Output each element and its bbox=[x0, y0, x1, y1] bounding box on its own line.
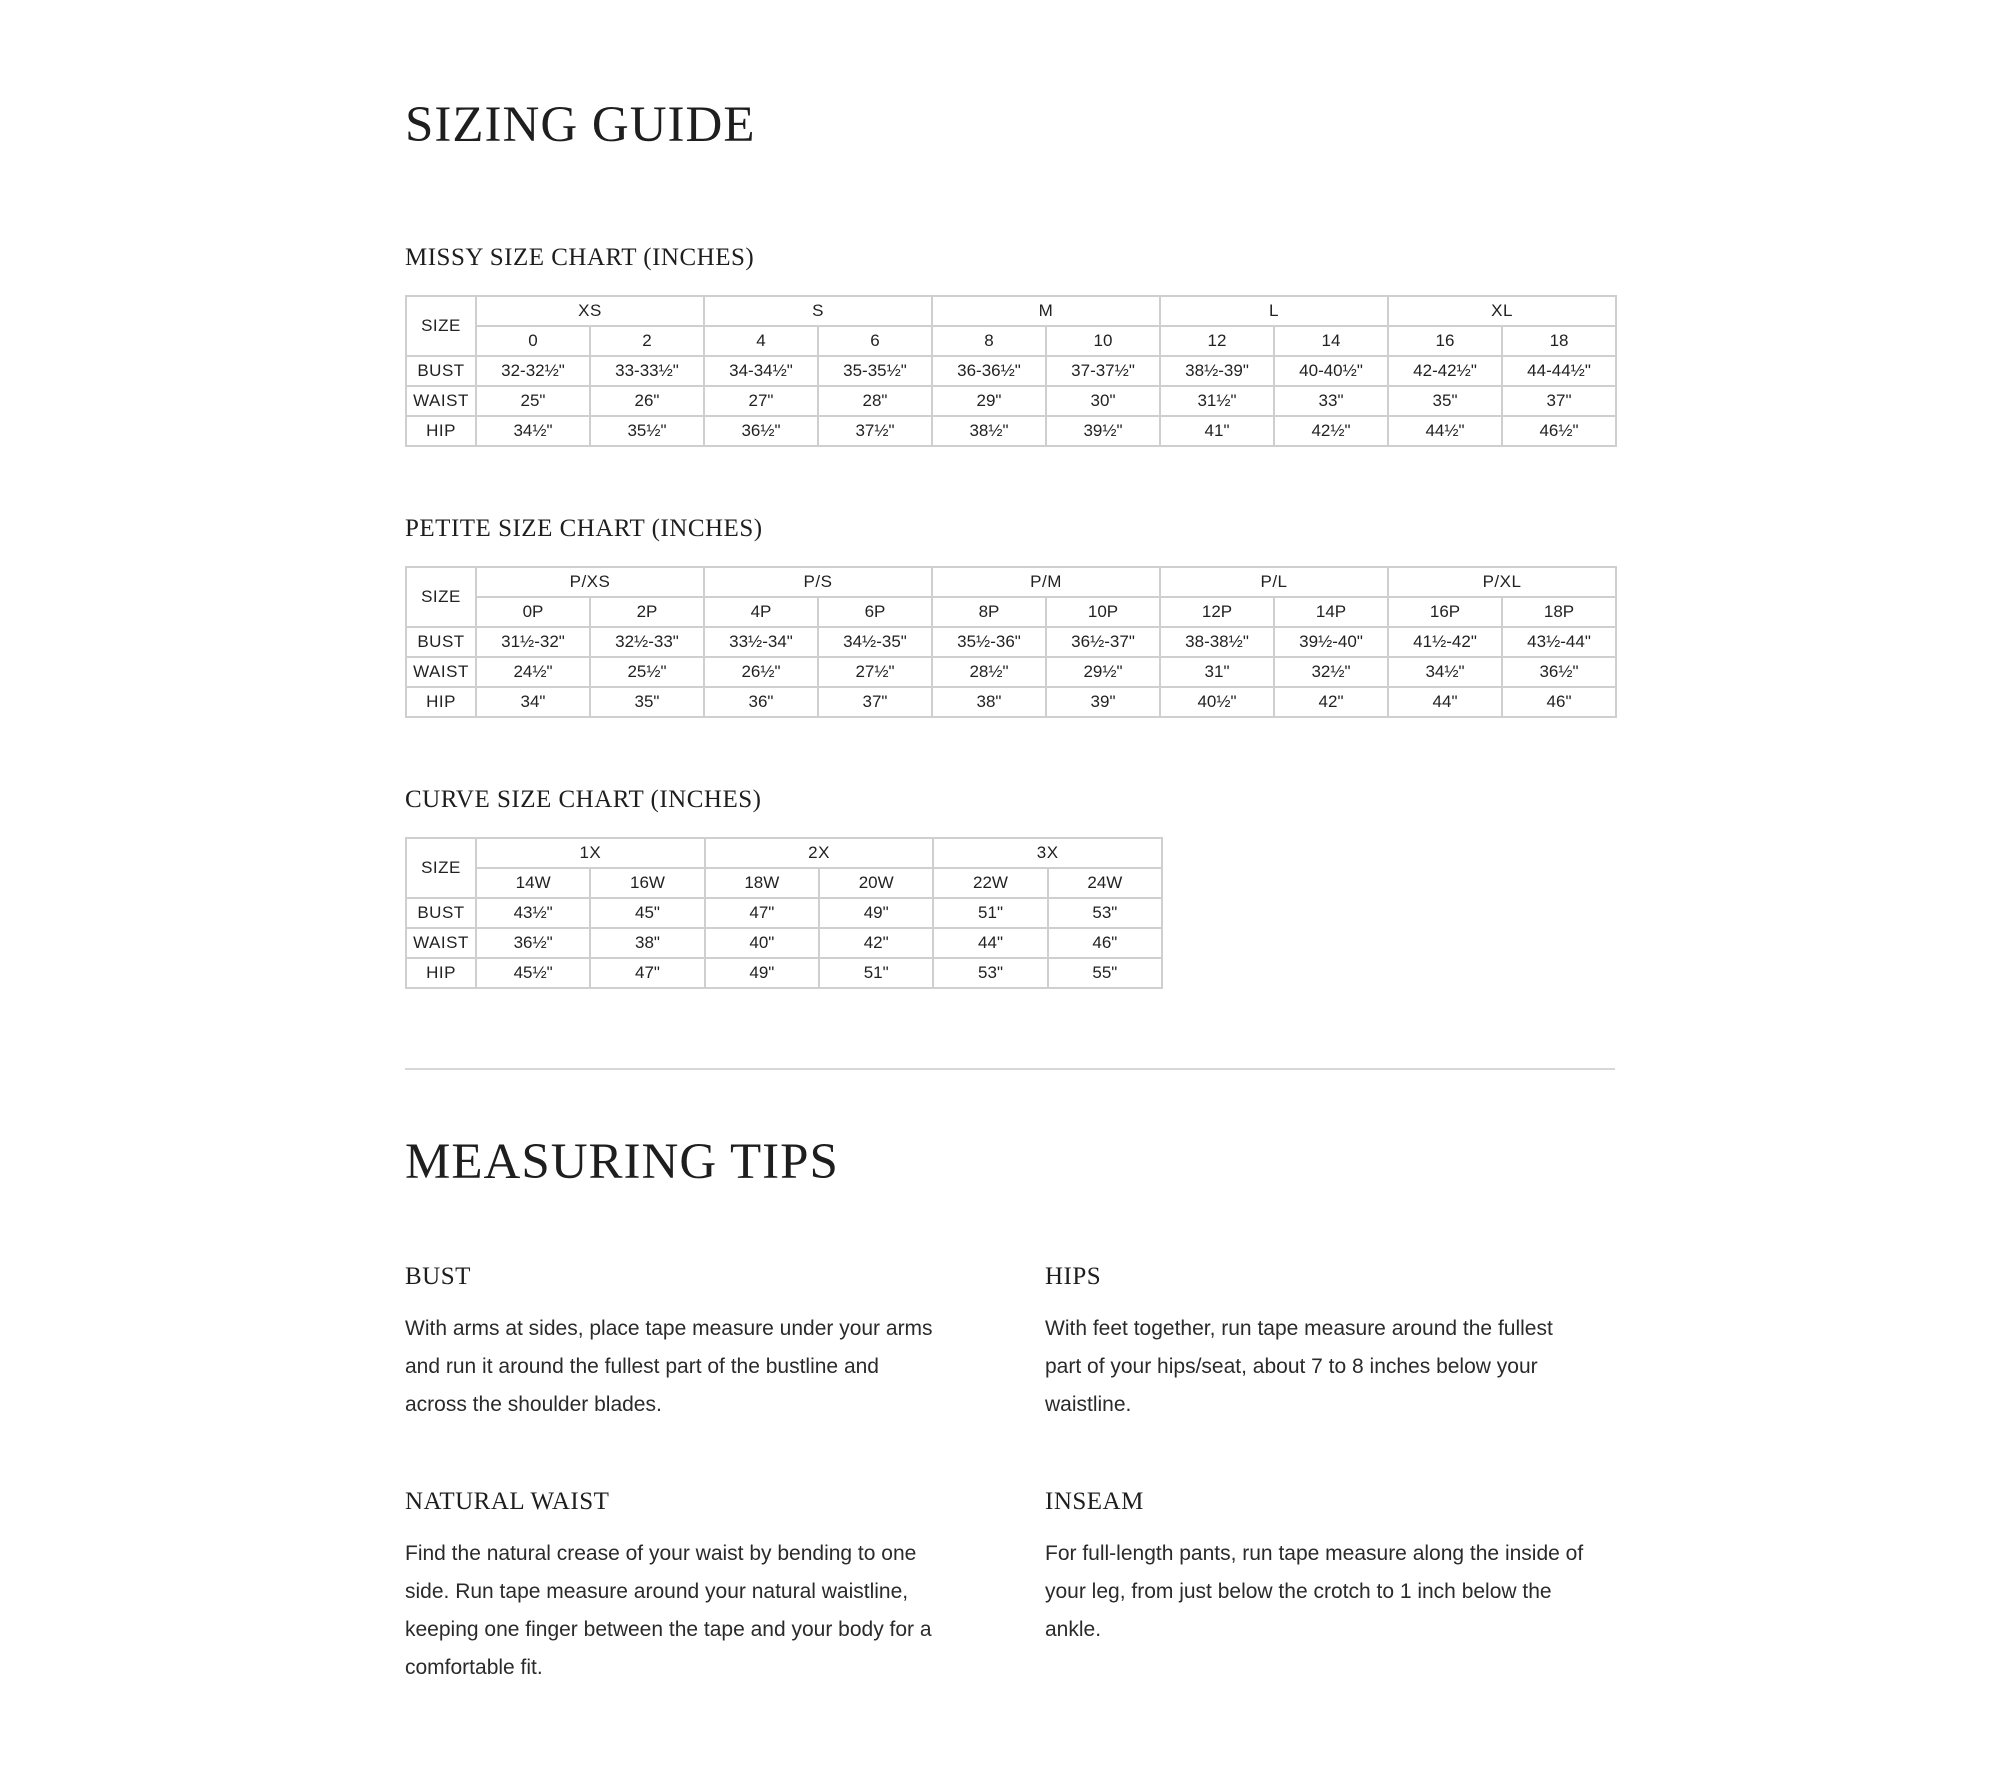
measurement-value: 47" bbox=[705, 898, 819, 928]
measurement-value: 44-44½" bbox=[1502, 356, 1616, 386]
measurement-value: 35½" bbox=[590, 416, 704, 446]
size-number-header: 8P bbox=[932, 597, 1046, 627]
measurement-value: 45½" bbox=[476, 958, 590, 988]
measurement-value: 37" bbox=[1502, 386, 1616, 416]
size-number-header: 18 bbox=[1502, 326, 1616, 356]
measurement-value: 33" bbox=[1274, 386, 1388, 416]
measurement-value: 36" bbox=[704, 687, 818, 717]
measurement-label: BUST bbox=[406, 627, 476, 657]
size-group-header: XL bbox=[1388, 296, 1616, 326]
measurement-value: 25" bbox=[476, 386, 590, 416]
size-number-header: 14 bbox=[1274, 326, 1388, 356]
measurement-value: 33½-34" bbox=[704, 627, 818, 657]
table-row bbox=[406, 627, 1616, 657]
size-number-header: 10P bbox=[1046, 597, 1160, 627]
size-number-header: 2 bbox=[590, 326, 704, 356]
measurement-value: 46" bbox=[1048, 928, 1162, 958]
size-number-header: 18W bbox=[705, 868, 819, 898]
measurement-value: 38½" bbox=[932, 416, 1046, 446]
measurement-value: 32½-33" bbox=[590, 627, 704, 657]
size-number-header: 10 bbox=[1046, 326, 1160, 356]
measurement-value: 36½" bbox=[704, 416, 818, 446]
size-group-header: P/XS bbox=[476, 567, 704, 597]
missy-size-table bbox=[405, 295, 1617, 447]
size-group-header: P/L bbox=[1160, 567, 1388, 597]
tip-text-bust: With arms at sides, place tape measure under your arms and run it around the fullest part of the bustline and across the shoulder blades. bbox=[405, 1317, 933, 1416]
measurement-value: 44" bbox=[933, 928, 1047, 958]
size-label-cell: SIZE bbox=[406, 567, 476, 627]
measurement-value: 25½" bbox=[590, 657, 704, 687]
tip-title-bust: BUST bbox=[405, 1263, 471, 1290]
size-number-header: 0P bbox=[476, 597, 590, 627]
measurement-value: 41½-42" bbox=[1388, 627, 1502, 657]
petite-chart-title: PETITE SIZE CHART (INCHES) bbox=[405, 515, 763, 542]
measurement-value: 28½" bbox=[932, 657, 1046, 687]
measurement-value: 29" bbox=[932, 386, 1046, 416]
measurement-value: 31" bbox=[1160, 657, 1274, 687]
size-number-header: 2P bbox=[590, 597, 704, 627]
size-group-header: XS bbox=[476, 296, 704, 326]
measurement-value: 37-37½" bbox=[1046, 356, 1160, 386]
measurement-value: 34½-35" bbox=[818, 627, 932, 657]
measurement-value: 32½" bbox=[1274, 657, 1388, 687]
measurement-label: WAIST bbox=[406, 386, 476, 416]
measurement-value: 43½" bbox=[476, 898, 590, 928]
measurement-value: 36-36½" bbox=[932, 356, 1046, 386]
measurement-value: 39½-40" bbox=[1274, 627, 1388, 657]
measurement-value: 28" bbox=[818, 386, 932, 416]
table-row bbox=[406, 386, 1616, 416]
size-number-header: 6 bbox=[818, 326, 932, 356]
measurement-value: 31½" bbox=[1160, 386, 1274, 416]
table-row bbox=[406, 928, 1162, 958]
measurement-value: 36½-37" bbox=[1046, 627, 1160, 657]
measurement-value: 51" bbox=[933, 898, 1047, 928]
measurement-value: 53" bbox=[933, 958, 1047, 988]
size-number-header: 6P bbox=[818, 597, 932, 627]
measurement-value: 29½" bbox=[1046, 657, 1160, 687]
size-number-header: 18P bbox=[1502, 597, 1616, 627]
measurement-value: 39" bbox=[1046, 687, 1160, 717]
size-group-header: P/XL bbox=[1388, 567, 1616, 597]
table-subheader-row bbox=[406, 597, 1616, 627]
size-number-header: 14P bbox=[1274, 597, 1388, 627]
size-group-header: 3X bbox=[933, 838, 1162, 868]
measurement-label: HIP bbox=[406, 416, 476, 446]
size-group-header: P/S bbox=[704, 567, 932, 597]
measurement-value: 24½" bbox=[476, 657, 590, 687]
measurement-value: 26" bbox=[590, 386, 704, 416]
table-header-row bbox=[406, 838, 1162, 868]
tip-text-natural-waist: Find the natural crease of your waist by bending to one side. Run tape measure around your natural waistline, keeping one finger between the tape and your body for a comfortable fit. bbox=[405, 1542, 932, 1679]
measurement-value: 34-34½" bbox=[704, 356, 818, 386]
size-label-cell: SIZE bbox=[406, 296, 476, 356]
measurement-label: WAIST bbox=[406, 928, 476, 958]
size-group-header: P/M bbox=[932, 567, 1160, 597]
measurement-value: 36½" bbox=[476, 928, 590, 958]
measurement-value: 34½" bbox=[1388, 657, 1502, 687]
measurement-value: 41" bbox=[1160, 416, 1274, 446]
measurement-value: 35" bbox=[590, 687, 704, 717]
size-number-header: 12 bbox=[1160, 326, 1274, 356]
tip-text-inseam: For full-length pants, run tape measure along the inside of your leg, from just below the crotch to 1 inch below the ankle. bbox=[1045, 1542, 1584, 1641]
measurement-value: 39½" bbox=[1046, 416, 1160, 446]
size-group-header: M bbox=[932, 296, 1160, 326]
table-row bbox=[406, 416, 1616, 446]
measurement-value: 27" bbox=[704, 386, 818, 416]
size-number-header: 20W bbox=[819, 868, 933, 898]
table-row bbox=[406, 958, 1162, 988]
measurement-value: 45" bbox=[590, 898, 704, 928]
measurement-value: 38" bbox=[932, 687, 1046, 717]
measuring-tips-title: MEASURING TIPS bbox=[405, 1134, 839, 1190]
measurement-value: 44½" bbox=[1388, 416, 1502, 446]
page-title: SIZING GUIDE bbox=[405, 97, 756, 153]
size-number-header: 12P bbox=[1160, 597, 1274, 627]
size-group-header: L bbox=[1160, 296, 1388, 326]
measurement-value: 40-40½" bbox=[1274, 356, 1388, 386]
measurement-value: 47" bbox=[590, 958, 704, 988]
tip-title-natural-waist: NATURAL WAIST bbox=[405, 1488, 610, 1515]
measurement-label: WAIST bbox=[406, 657, 476, 687]
size-number-header: 24W bbox=[1048, 868, 1162, 898]
tip-title-inseam: INSEAM bbox=[1045, 1488, 1144, 1515]
table-row bbox=[406, 657, 1616, 687]
measurement-value: 44" bbox=[1388, 687, 1502, 717]
measurement-value: 42½" bbox=[1274, 416, 1388, 446]
size-group-header: 1X bbox=[476, 838, 705, 868]
measurement-value: 34½" bbox=[476, 416, 590, 446]
table-header-row bbox=[406, 567, 1616, 597]
measurement-value: 49" bbox=[819, 898, 933, 928]
measurement-value: 42-42½" bbox=[1388, 356, 1502, 386]
size-number-header: 16W bbox=[590, 868, 704, 898]
table-row bbox=[406, 356, 1616, 386]
measurement-value: 55" bbox=[1048, 958, 1162, 988]
measurement-value: 32-32½" bbox=[476, 356, 590, 386]
missy-chart-title: MISSY SIZE CHART (INCHES) bbox=[405, 244, 755, 271]
size-number-header: 4 bbox=[704, 326, 818, 356]
measurement-label: BUST bbox=[406, 356, 476, 386]
measurement-label: BUST bbox=[406, 898, 476, 928]
size-group-header: S bbox=[704, 296, 932, 326]
size-label-cell: SIZE bbox=[406, 838, 476, 898]
curve-size-table bbox=[405, 837, 1163, 989]
measurement-value: 38-38½" bbox=[1160, 627, 1274, 657]
size-number-header: 4P bbox=[704, 597, 818, 627]
table-subheader-row bbox=[406, 326, 1616, 356]
measurement-value: 49" bbox=[705, 958, 819, 988]
measurement-value: 43½-44" bbox=[1502, 627, 1616, 657]
size-group-header: 2X bbox=[705, 838, 934, 868]
measurement-value: 27½" bbox=[818, 657, 932, 687]
size-number-header: 22W bbox=[933, 868, 1047, 898]
measurement-value: 46" bbox=[1502, 687, 1616, 717]
measurement-value: 35-35½" bbox=[818, 356, 932, 386]
size-number-header: 0 bbox=[476, 326, 590, 356]
measurement-value: 35" bbox=[1388, 386, 1502, 416]
measurement-value: 26½" bbox=[704, 657, 818, 687]
measurement-value: 40½" bbox=[1160, 687, 1274, 717]
table-row bbox=[406, 687, 1616, 717]
measurement-value: 40" bbox=[705, 928, 819, 958]
tip-title-hips: HIPS bbox=[1045, 1263, 1102, 1290]
measurement-label: HIP bbox=[406, 958, 476, 988]
measurement-value: 46½" bbox=[1502, 416, 1616, 446]
measurement-value: 53" bbox=[1048, 898, 1162, 928]
size-number-header: 8 bbox=[932, 326, 1046, 356]
measurement-label: HIP bbox=[406, 687, 476, 717]
table-row bbox=[406, 898, 1162, 928]
size-number-header: 16 bbox=[1388, 326, 1502, 356]
measurement-value: 42" bbox=[819, 928, 933, 958]
measurement-value: 35½-36" bbox=[932, 627, 1046, 657]
section-divider bbox=[405, 1068, 1615, 1070]
measurement-value: 31½-32" bbox=[476, 627, 590, 657]
size-number-header: 16P bbox=[1388, 597, 1502, 627]
measurement-value: 34" bbox=[476, 687, 590, 717]
measurement-value: 38" bbox=[590, 928, 704, 958]
tip-text-hips: With feet together, run tape measure around the fullest part of your hips/seat, about 7 to 8 inches below your waistline. bbox=[1045, 1317, 1553, 1416]
measurement-value: 42" bbox=[1274, 687, 1388, 717]
measurement-value: 37½" bbox=[818, 416, 932, 446]
measurement-value: 51" bbox=[819, 958, 933, 988]
table-subheader-row bbox=[406, 868, 1162, 898]
measurement-value: 38½-39" bbox=[1160, 356, 1274, 386]
measurement-value: 36½" bbox=[1502, 657, 1616, 687]
size-number-header: 14W bbox=[476, 868, 590, 898]
measurement-value: 30" bbox=[1046, 386, 1160, 416]
table-header-row bbox=[406, 296, 1616, 326]
measurement-value: 33-33½" bbox=[590, 356, 704, 386]
measurement-value: 37" bbox=[818, 687, 932, 717]
curve-chart-title: CURVE SIZE CHART (INCHES) bbox=[405, 786, 762, 813]
petite-size-table bbox=[405, 566, 1617, 718]
